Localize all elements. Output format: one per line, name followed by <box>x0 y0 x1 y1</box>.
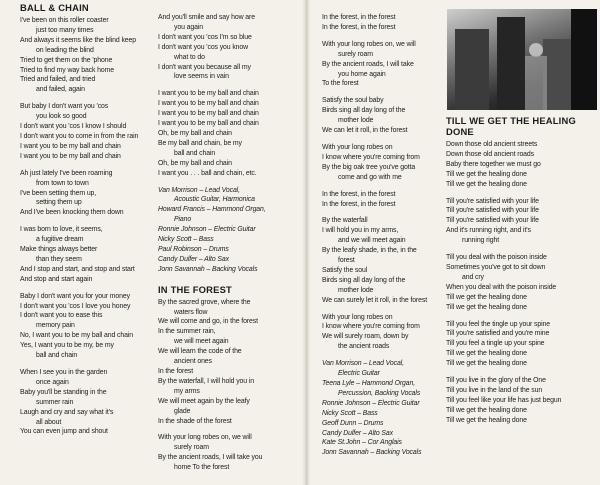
lyric-line: Birds sing all day long of the <box>322 107 406 115</box>
lyric-line: running right <box>462 237 500 245</box>
credits-in-the-forest <box>322 359 447 458</box>
musician-role: – Alto Sax <box>197 255 229 263</box>
lyric-line: Down those old ancient streets <box>446 141 538 148</box>
lyric-line: the ancient roads <box>338 343 390 351</box>
lyric-line: you home again <box>338 70 386 78</box>
lyric-line: Till you deal with the poison inside <box>446 254 547 262</box>
credit-line <box>322 369 447 379</box>
lyric-line: a fugitive dream <box>36 236 84 244</box>
lyric-line: I will hold you in my arms, <box>322 227 399 235</box>
lyric-line: With your long robes on, we will <box>322 40 416 48</box>
lyric-line: I don't want you to ease this <box>20 312 103 320</box>
lyric-line: With your long robes on <box>322 143 393 151</box>
lyric-line: memory pain <box>36 322 75 330</box>
credit-line <box>322 438 447 448</box>
lyric-line: We can surely let it roll, in the forest <box>322 296 428 304</box>
musician-name: Nicky Scott <box>158 236 192 244</box>
credit-line <box>322 389 447 399</box>
musician-name: Geoff Dunn <box>322 419 357 427</box>
lyric-line: home To the forest <box>174 464 230 472</box>
musician-name: Kate St.John <box>322 439 361 447</box>
lyric-line: Birds sing all day long of the <box>322 276 406 284</box>
lyric-line: And I've been knocking them down <box>20 209 124 217</box>
lyric-line: I know where you're coming from <box>322 153 420 161</box>
lyric-line: Till we get the healing done <box>446 293 527 301</box>
lyric-line: Till we get the healing done <box>446 416 527 424</box>
lyric-line: I've been on this roller coaster <box>20 17 109 24</box>
lyric-line: I don't want you to come in from the rain <box>20 132 139 140</box>
lyric-line: all about <box>36 418 62 426</box>
musician-role: Percussion, Backing Vocals <box>338 389 421 397</box>
song-title-line-1: TILL WE GET THE HEALING <box>446 115 576 126</box>
lyric-line: Satisfy the soul <box>322 266 368 274</box>
column-3 <box>322 0 447 485</box>
credit-line <box>322 448 447 458</box>
lyric-line: Till you're satisfied with your life <box>446 197 539 205</box>
musician-role: – Drums <box>356 419 384 427</box>
musician-role: – Hammond Organ, <box>204 206 266 214</box>
lyric-line: I know where you're coming from <box>322 323 420 331</box>
lyric-line: We will surely roam, down by <box>322 333 409 341</box>
lyric-line: I don't want you because all my <box>158 63 251 71</box>
lyric-line: By the waterfall <box>322 217 368 225</box>
lyrics-ball-and-chain <box>20 16 155 437</box>
stanza-gap <box>322 136 447 143</box>
lyric-line: Laugh and cry and say what it's <box>20 408 114 416</box>
credit-line <box>158 245 298 255</box>
lyric-line: Tried to get them on the 'phone <box>20 56 113 64</box>
lyrics-ball-and-chain-continued <box>158 13 298 179</box>
musician-name: Teena Lyle <box>322 380 355 387</box>
song-title-ball-and-chain: BALL & CHAIN <box>20 2 89 13</box>
credit-line <box>322 419 447 429</box>
lyric-line: come and go with me <box>338 173 402 181</box>
musician-name: Candy Dulfer <box>158 255 198 263</box>
musician-name: Paul Robinson <box>158 245 202 253</box>
stanza-gap <box>446 246 596 253</box>
credit-line <box>322 429 447 439</box>
lyric-line: By the leafy shade, in the, in the <box>322 247 417 255</box>
musician-name: Ronnie Johnson <box>322 399 371 407</box>
lyric-line: you again <box>174 23 203 31</box>
lyric-line: ball and chain <box>36 352 78 360</box>
stanza-gap <box>322 183 447 190</box>
lyric-line: Till we get the healing done <box>446 350 527 358</box>
lyric-line: I don't want you 'cos you know <box>158 43 249 51</box>
lyrics-till-we-get-the-healing-done <box>446 140 596 426</box>
lyric-line: In the forest, in the forest <box>322 190 396 198</box>
credit-line <box>158 215 298 225</box>
lyric-line: Till we get the healing done <box>446 170 527 178</box>
musician-name: Jonn Savannah <box>158 265 205 273</box>
lyric-line: When you deal with the poison inside <box>446 283 557 291</box>
column-2 <box>158 0 298 485</box>
credit-line <box>322 379 447 389</box>
lyric-line: I want you to be my ball and chain <box>158 120 259 128</box>
lyric-line: and cry <box>462 273 484 281</box>
musician-role: – Bass <box>191 236 214 244</box>
stanza-gap <box>446 190 596 197</box>
musician-name: Howard Francis <box>158 206 205 214</box>
musician-role: Acoustic Guitar, Harmonica <box>174 196 255 204</box>
musician-name: Nicky Scott <box>322 409 356 417</box>
column-4 <box>446 0 596 485</box>
lyric-line: I don't want you 'cos I love you honey <box>20 302 131 310</box>
song-title-till-we-get-the-healing-done <box>446 115 596 137</box>
lyric-line: We can let it roll, in the forest <box>322 127 408 135</box>
lyric-line: waters flow <box>174 308 208 316</box>
lyric-line: Baby there together we must go <box>446 160 541 168</box>
lyric-line: we will meet again <box>174 338 229 346</box>
musician-role: – Drums <box>201 245 229 253</box>
lyric-line: I want you to be my ball and chain <box>158 100 259 108</box>
column-1 <box>20 0 155 485</box>
lyric-line: I want you to be my ball and chain <box>158 90 259 98</box>
stanza-gap <box>20 285 155 292</box>
lyric-line: Till you feel the tingle up your spine <box>446 320 550 328</box>
lyric-line: In the summer rain, <box>158 328 216 336</box>
lyric-line: Till you're satisfied and you're mine <box>446 330 550 338</box>
lyric-line: Oh, be my ball and chain <box>158 129 232 137</box>
credit-line <box>158 265 298 275</box>
lyric-line: We will meet again by the leafy <box>158 397 250 405</box>
page-fold <box>302 0 310 485</box>
lyric-line: Till you're satisfied with your life <box>446 217 539 225</box>
musician-name: Candy Dulfer <box>322 429 362 437</box>
lyric-line: I want you . . . ball and chain, etc. <box>158 169 257 177</box>
lyric-line: You can even jump and shout <box>20 428 108 436</box>
lyric-line: By the waterfall, I will hold you in <box>158 377 254 385</box>
stanza-gap <box>20 361 155 368</box>
musician-role: – Lead Vocal, <box>197 186 240 194</box>
lyric-line: By the ancient roads, I will take <box>322 60 414 68</box>
credit-line <box>322 359 447 369</box>
lyric-line: Ah just lately I've been roaming <box>20 169 113 177</box>
musician-role: – Backing Vocals <box>368 449 422 457</box>
musician-role: – Electric Guitar <box>370 399 420 407</box>
lyric-line: In the forest <box>158 368 194 375</box>
lyric-line: summer rain <box>36 398 74 406</box>
lyric-line: I was born to love, it seems, <box>20 226 103 234</box>
credit-line <box>158 195 298 205</box>
musician-role: – Alto Sax <box>361 429 393 437</box>
credit-line <box>158 255 298 265</box>
stanza-gap <box>322 33 447 40</box>
lyric-line: To the forest <box>322 80 359 88</box>
lyric-line: Be my ball and chain, be my <box>158 139 242 147</box>
lyric-line: surely roam <box>338 50 373 58</box>
lyric-line: By the big oak tree you've gotta <box>322 163 416 171</box>
lyric-line: I want you to be my ball and chain <box>20 152 121 160</box>
lyric-line: than they seem <box>36 255 82 263</box>
lyric-line: once again <box>36 378 69 386</box>
lyric-line: Till we get the healing done <box>446 303 527 311</box>
lyric-line: When I see you in the garden <box>20 369 108 376</box>
lyric-line: Till you live in the land of the sun <box>446 386 543 394</box>
lyric-line: ball and chain <box>174 149 216 157</box>
lyric-line: I don't want you 'cos I'm so blue <box>158 33 252 41</box>
lyric-line: Satisfy the soul baby <box>322 97 384 105</box>
lyric-line: I don't want you 'cos I know I should <box>20 123 127 131</box>
lyric-line: And it's running right, and it's <box>446 227 531 235</box>
credit-line <box>322 399 447 409</box>
musician-name: Van Morrison <box>322 360 362 368</box>
stanza-gap <box>20 95 155 102</box>
credit-line <box>158 225 298 235</box>
lyric-line: from town to town <box>36 179 89 187</box>
stanza-gap <box>446 369 596 376</box>
stanza-gap <box>158 426 298 433</box>
stanza-gap <box>446 313 596 320</box>
lyric-line: glade <box>174 407 191 415</box>
stanza-gap <box>20 162 155 169</box>
lyric-line: surely roam <box>174 444 209 452</box>
lyric-line: I want you to be my ball and chain <box>20 142 121 150</box>
lyric-line: ancient ones <box>174 358 212 366</box>
lyric-line: Till you're satisfied with your life <box>446 207 539 215</box>
lyric-line: By the ancient roads, I will take you <box>158 454 263 462</box>
musician-role: Electric Guitar <box>338 370 380 378</box>
lyric-line: Oh, be my ball and chain <box>158 159 232 167</box>
lyric-line: and we will meet again <box>338 237 406 245</box>
lyric-line: We will learn the code of the <box>158 348 242 356</box>
lyric-line: mother lode <box>338 286 374 294</box>
lyric-line: And you'll smile and say how are <box>158 14 255 21</box>
lyric-line: Till you feel like your life has just begun <box>446 396 562 404</box>
lyric-line: We will come and go, in the forest <box>158 318 258 326</box>
musician-name: Jonn Savannah <box>322 449 369 457</box>
lyric-line: And always it seems like the blind keep <box>20 36 136 44</box>
musician-role: – Bass <box>355 409 378 417</box>
lyric-line: With your long robes on, we will <box>158 434 252 442</box>
lyric-line: love seems in vain <box>174 73 229 81</box>
lyric-line: In the forest, in the forest <box>322 14 396 21</box>
lyrics-in-the-forest-continued <box>322 13 447 352</box>
lyric-line: Tried and failed, and tried <box>20 76 96 84</box>
lyric-line: and failed, again <box>36 86 85 94</box>
lyric-line: Baby I don't want you for your money <box>20 292 130 300</box>
lyric-line: And stop and start again <box>20 275 93 283</box>
lyric-line: In the forest, in the forest <box>322 23 396 31</box>
lyrics-in-the-forest <box>158 298 298 473</box>
lyric-line: my arms <box>174 387 200 395</box>
lyric-line: I want you to be my ball and chain <box>158 110 259 118</box>
lyric-line: forest <box>338 257 355 265</box>
lyric-line: In the forest, in the forest <box>322 200 396 208</box>
lyric-line: you look so good <box>36 113 87 121</box>
lyric-line: And I stop and start, and stop and start <box>20 265 135 273</box>
lyric-line: Make things always better <box>20 246 98 254</box>
credits-ball-and-chain <box>158 186 298 275</box>
musician-role: – Lead Vocal, <box>361 360 404 368</box>
credit-line <box>158 235 298 245</box>
lyric-line: Till we get the healing done <box>446 406 527 414</box>
lyric-line: setting them up <box>36 199 82 207</box>
credit-line <box>158 205 298 215</box>
lyric-line: Till you feel a tingle up your spine <box>446 340 545 348</box>
lyric-line: Baby you'll be standing in the <box>20 388 107 396</box>
musician-role: – Electric Guitar <box>206 226 256 234</box>
lyric-line: just too many times <box>36 26 94 34</box>
lyric-line: Till we get the healing done <box>446 360 527 368</box>
stanza-gap <box>322 306 447 313</box>
musician-role: – Cor Anglais <box>360 439 402 447</box>
stanza-gap <box>322 89 447 96</box>
lyric-line: But baby I don't want you 'cos <box>20 103 109 111</box>
musician-role: – Hammond Organ, <box>354 380 416 387</box>
lyric-line: Sometimes you've got to sit down <box>446 263 546 271</box>
credit-line <box>158 186 298 196</box>
lyric-line: In the shade of the forest <box>158 417 232 425</box>
lyric-line: No, I want you to be my ball and chain <box>20 332 134 340</box>
lyric-line: By the sacred grove, where the <box>158 298 251 306</box>
lyric-line: With your long robes on <box>322 313 393 321</box>
lyric-line: Tried to find my way back home <box>20 66 115 74</box>
lyric-line: Till we get the healing done <box>446 180 527 188</box>
stanza-gap <box>158 82 298 89</box>
lyric-line: Down those old ancient roads <box>446 150 534 158</box>
musician-name: Van Morrison <box>158 186 198 194</box>
song-title-line-2: DONE <box>446 126 474 137</box>
musician-role: Piano <box>174 216 192 224</box>
stanza-gap <box>322 209 447 216</box>
stanza-gap <box>20 218 155 225</box>
lyric-line: Till you live in the glory of the One <box>446 377 546 385</box>
lyric-line: on leading the blind <box>36 46 94 54</box>
lyric-line: I've been setting them up, <box>20 189 97 197</box>
musician-role: – Backing Vocals <box>204 265 258 273</box>
lyric-line: Yes, I want you to be my, be my <box>20 342 114 350</box>
credit-line <box>322 409 447 419</box>
song-title-in-the-forest: IN THE FOREST <box>158 283 232 295</box>
lyric-line: what to do <box>174 53 205 61</box>
musician-name: Ronnie Johnson <box>158 226 207 234</box>
lyric-line: mother lode <box>338 117 374 125</box>
